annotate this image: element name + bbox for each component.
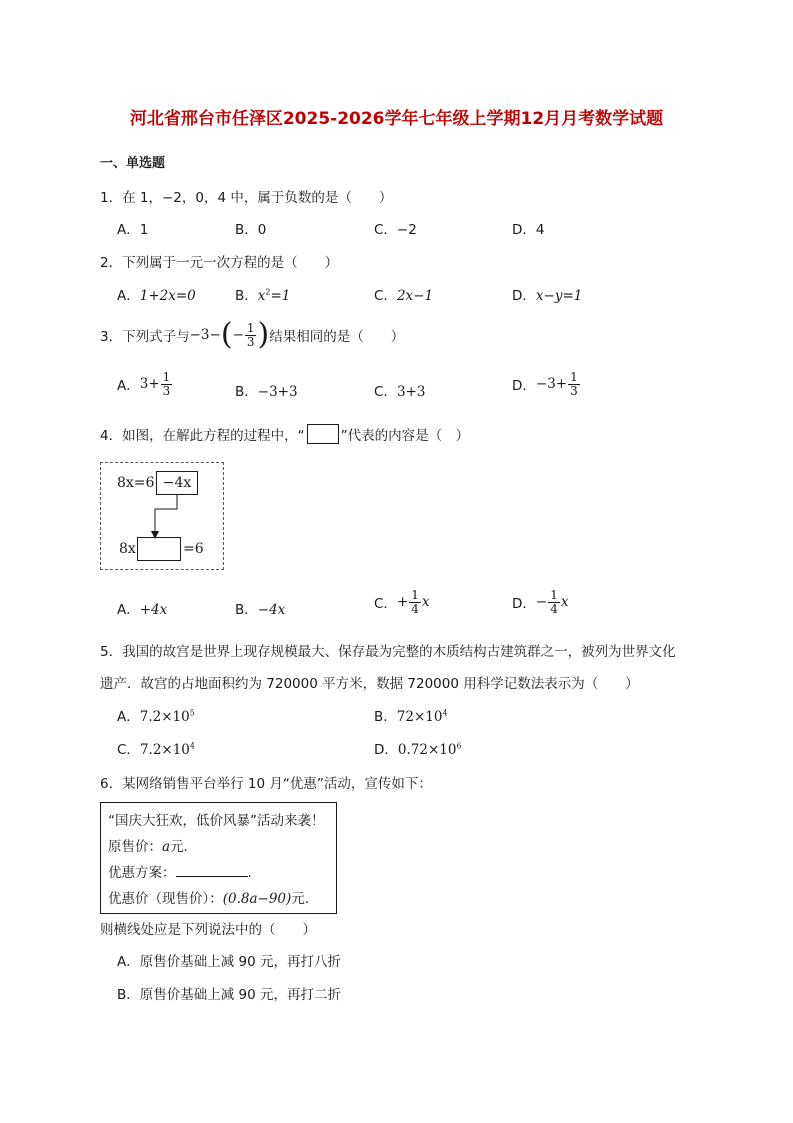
- q6-ad-line-4-expr: (0.8a−90): [222, 891, 292, 907]
- q3-option-a-label: A．: [117, 378, 140, 395]
- q4-option-a-expr: +4x: [139, 602, 168, 618]
- q2-option-a-expr: 1+2x=0: [139, 288, 196, 304]
- q6-ad-line-3-post: .: [247, 865, 252, 881]
- q6-follow-text: 则横线处应是下列说法中的（ ）: [100, 922, 316, 938]
- question-4-stem: [100, 424, 469, 444]
- question-6-stem: 6．某网络销售平台举行 10 月“优惠”活动，宣传如下：: [100, 776, 432, 792]
- q4-option-b: [235, 598, 285, 618]
- q5-option-d: [374, 738, 462, 758]
- q4-option-d-sign: −: [535, 594, 548, 611]
- q6-ad-line-3-pre: 优惠方案：: [108, 865, 176, 881]
- q4-option-c: [374, 589, 430, 615]
- question-1-stem: 1．在 1，−2，0，4 中，属于负数的是（ ）: [100, 190, 393, 206]
- section-heading: 一、单选题: [100, 156, 166, 171]
- q3-option-d-den: 3: [570, 383, 578, 398]
- q6-ad-line-4: [108, 887, 309, 907]
- q3-option-b: [235, 380, 298, 400]
- question-5-stem-line-1: 5．我国的故宫是世界上现存规模最大、保存最为完整的木质结构古建筑群之一，被列为世界文化: [100, 644, 676, 660]
- q3-fraction-numerator: 1: [246, 321, 255, 335]
- q4-diagram-bottom-box: [137, 537, 181, 561]
- q4-option-d-fraction: [548, 589, 560, 615]
- q6-ad-line-4-post: 元.: [291, 891, 310, 907]
- q2-option-c: [374, 284, 433, 304]
- q4-option-d-den: 4: [550, 601, 558, 616]
- q3-prefix: 3．下列式子与: [100, 329, 190, 346]
- q3-option-d-num: 1: [570, 370, 578, 384]
- q4-option-d: [512, 589, 568, 615]
- q6-ad-line-2-post: 元.: [170, 839, 188, 855]
- q5-option-a-label: A．: [117, 709, 140, 725]
- q6-option-a: A．原售价基础上减 90 元，再打八折: [117, 954, 341, 970]
- q4-option-a: [117, 598, 167, 618]
- q4-stem-after: ”代表的内容是（ ）: [340, 428, 470, 444]
- q5-option-a: [117, 705, 195, 725]
- q3-expr-lead: −3−: [189, 327, 221, 344]
- q6-ad-line-2-pre: 原售价：: [108, 839, 162, 855]
- q1-option-c: C．−2: [374, 222, 417, 238]
- question-3-stem: [100, 317, 405, 353]
- q4-diagram-arrow-icon: [147, 495, 183, 541]
- q5-option-d-label: D．: [374, 742, 398, 758]
- q6-ad-line-3: [108, 861, 252, 881]
- q3-suffix: 结果相同的是（ ）: [269, 329, 405, 346]
- q4-option-b-expr: −4x: [257, 602, 286, 618]
- q4-option-c-sign: +: [396, 594, 409, 611]
- q4-diagram-top-box: −4x: [156, 471, 198, 495]
- q4-option-a-label: A．: [117, 602, 140, 618]
- q4-option-c-num: 1: [411, 588, 419, 602]
- q3-fraction-denominator: 3: [246, 334, 255, 349]
- q2-option-b-label: B．: [235, 288, 258, 304]
- q4-option-b-label: B．: [235, 602, 258, 618]
- q5-option-b-base: 72×10: [396, 709, 443, 725]
- q1-option-a: A．1: [117, 222, 149, 238]
- q3-option-b-expr: −3+3: [257, 384, 298, 400]
- q3-option-c-label: C．: [374, 384, 397, 400]
- q4-option-d-num: 1: [550, 588, 558, 602]
- q2-option-a-label: A．: [117, 288, 140, 304]
- question-2-stem: 2．下列属于一元一次方程的是（ ）: [100, 255, 339, 271]
- q5-option-b-exp: 4: [442, 708, 448, 718]
- q4-option-c-den: 4: [411, 601, 419, 616]
- q6-ad-line-2: [108, 835, 188, 855]
- q3-option-b-label: B．: [235, 384, 258, 400]
- q3-option-d: [512, 371, 581, 397]
- q5-option-b-label: B．: [374, 709, 397, 725]
- q4-option-c-fraction: [409, 589, 421, 615]
- q3-option-c: [374, 380, 425, 400]
- q2-option-d: [512, 284, 582, 304]
- q3-option-a-num: 1: [162, 370, 171, 384]
- q4-diagram-bottom-right: =6: [183, 541, 204, 557]
- q5-option-c: [117, 738, 195, 758]
- q3-fraction: [245, 322, 257, 348]
- q5-option-c-exp: 4: [189, 741, 195, 751]
- q3-left-paren: (: [220, 317, 233, 353]
- q6-ad-box: [100, 802, 337, 914]
- q5-option-d-exp: 6: [456, 741, 462, 751]
- page-title: 河北省邢台市任泽区2025-2026学年七年级上学期12月月考数学试题: [129, 109, 664, 129]
- q4-diagram-top-left: 8x=6: [117, 475, 155, 491]
- q5-option-b: [374, 705, 448, 725]
- q6-ad-answer-blank: [176, 864, 248, 877]
- q2-option-b: [235, 284, 290, 304]
- q3-option-d-fraction: [568, 371, 580, 397]
- q4-option-d-var: x: [560, 594, 569, 611]
- q3-option-a-fraction: [161, 371, 173, 397]
- q5-option-c-label: C．: [117, 742, 140, 758]
- q6-ad-line-2-var: a: [162, 839, 171, 855]
- q4-stem-before: 4．如图，在解此方程的过程中，“: [100, 428, 305, 444]
- q3-option-a-expr: 3+: [139, 376, 160, 393]
- q2-option-d-expr: x−y=1: [535, 288, 583, 304]
- q2-option-c-label: C．: [374, 288, 397, 304]
- q3-right-paren: ): [257, 317, 270, 353]
- q1-option-d: D．4: [512, 222, 545, 238]
- q6-ad-line-4-pre: 优惠价（现售价）：: [108, 891, 223, 907]
- q5-option-a-base: 7.2×10: [139, 709, 190, 725]
- q5-option-a-exp: 5: [189, 708, 195, 718]
- q2-option-d-label: D．: [512, 288, 536, 304]
- q5-option-c-base: 7.2×10: [139, 742, 190, 758]
- q2-option-a: [117, 284, 196, 304]
- q2-option-c-expr: 2x−1: [396, 288, 434, 304]
- q5-option-d-base: 0.72×10: [397, 742, 457, 758]
- q3-option-a: [117, 371, 173, 397]
- q3-inner-sign: −: [232, 327, 244, 344]
- q3-option-d-label: D．: [512, 378, 536, 395]
- q3-option-c-expr: 3+3: [396, 384, 426, 400]
- q4-blank-box: [307, 424, 339, 444]
- q4-diagram: [100, 462, 224, 570]
- q3-option-d-expr: −3+: [535, 376, 568, 393]
- question-5-stem-line-2: 遗产．故宫的占地面积约为 720000 平方米，数据 720000 用科学记数法表示为（ ）: [100, 676, 639, 692]
- q4-option-c-label: C．: [374, 596, 397, 613]
- q4-option-c-var: x: [421, 594, 430, 611]
- q1-option-b: B．0: [235, 222, 267, 238]
- q2-option-b-base: x: [257, 288, 266, 304]
- q6-ad-line-1: “国庆大狂欢，低价风暴”活动来袭！: [108, 813, 325, 829]
- q4-option-d-label: D．: [512, 596, 536, 613]
- q3-option-a-den: 3: [162, 383, 171, 398]
- q2-option-b-rest: =1: [270, 288, 291, 304]
- q4-diagram-bottom-left: 8x: [119, 541, 136, 557]
- q2-option-b-exponent: 2: [265, 287, 271, 297]
- q6-option-b: B．原售价基础上减 90 元，再打二折: [117, 987, 342, 1003]
